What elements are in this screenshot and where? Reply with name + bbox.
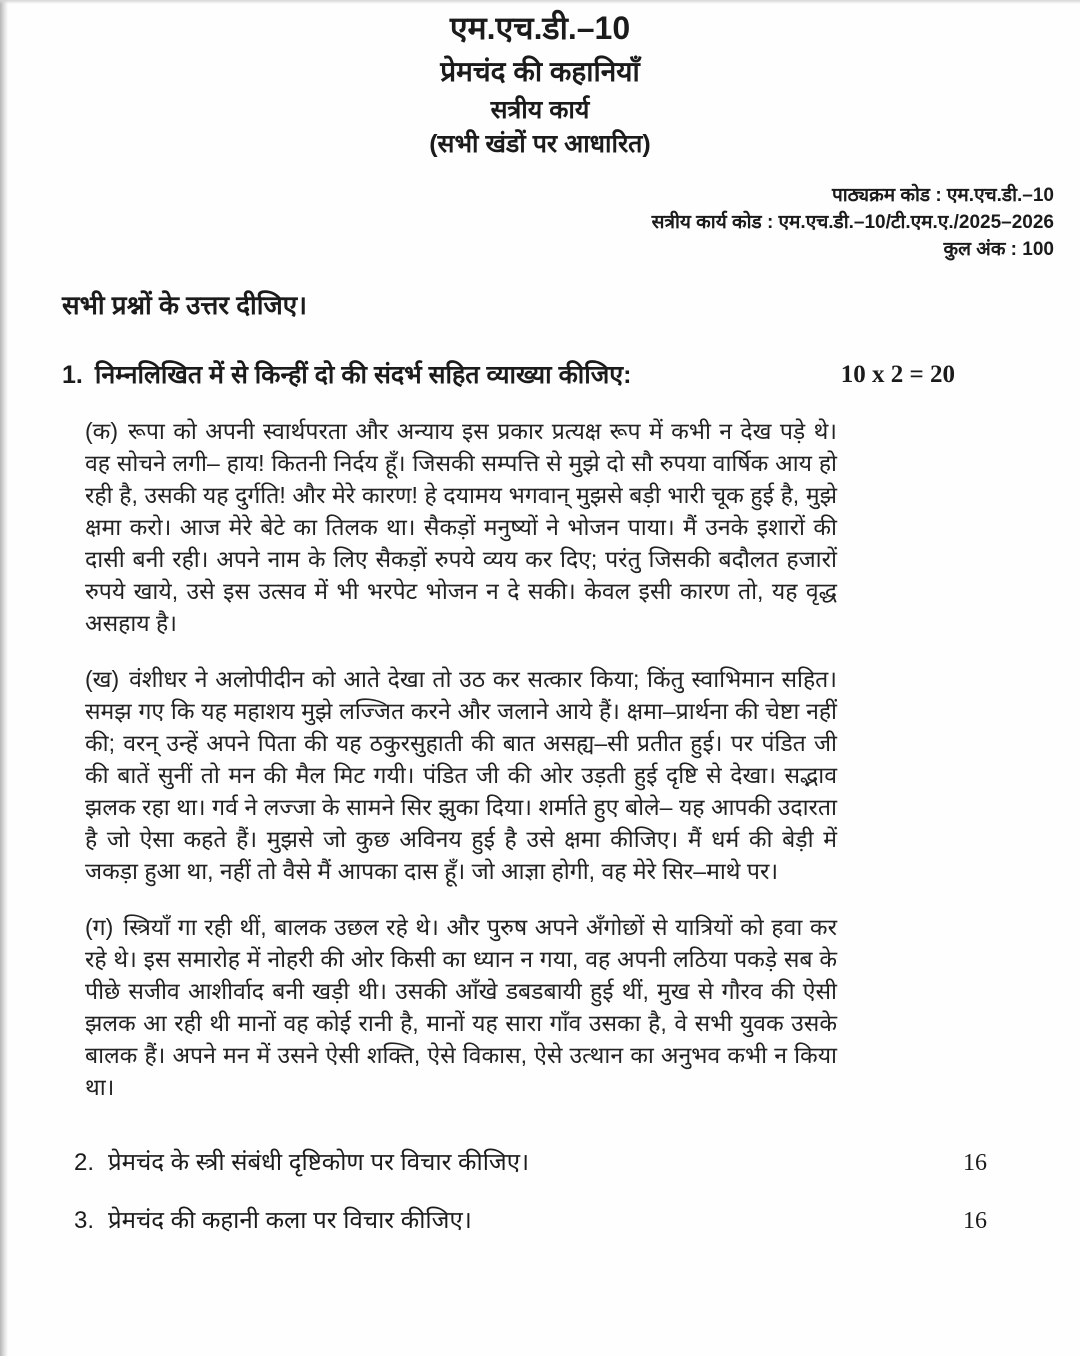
question-1-number: 1. <box>62 361 83 389</box>
question-2 <box>74 1147 1080 1179</box>
question-2-number: 2. <box>74 1149 95 1176</box>
assignment-code-line: सत्रीय कार्य कोड : एम.एच.डी.–10/टी.एम.ए./2025–2026 <box>651 212 1054 233</box>
total-marks-line: कुल अंक : 100 <box>943 239 1054 260</box>
question-1-text: निम्नलिखित में से किन्हीं दो की संदर्भ सहित व्याख्या कीजिए: <box>94 361 632 389</box>
course-main-title: प्रेमचंद की कहानियाँ <box>440 56 640 87</box>
question-1-part-kha <box>85 663 837 887</box>
based-on-note: (सभी खंडों पर आधारित) <box>429 130 651 158</box>
part-ka-label: (क) <box>85 418 118 444</box>
general-instruction: सभी प्रश्नों के उत्तर दीजिए। <box>62 290 308 320</box>
question-1-marks: 10 x 2 = 20 <box>840 361 955 388</box>
course-code-title: एम.एच.डी.–10 <box>449 10 631 46</box>
question-1 <box>62 359 1080 391</box>
question-2-marks: 16 <box>963 1150 987 1176</box>
scan-edge-left <box>0 0 8 1356</box>
assignment-type-title: सत्रीय कार्य <box>490 96 590 124</box>
document-header <box>0 0 1080 160</box>
question-1-part-ka <box>85 415 837 639</box>
question-3-marks: 16 <box>963 1208 987 1234</box>
course-code-line: पाठ्यक्रम कोड : एम.एच.डी.–10 <box>831 185 1054 206</box>
part-kha-text: वंशीधर ने अलोपीदीन को आते देखा तो उठ कर सत्कार किया; किंतु स्वाभिमान सहित। समझ गए कि यह महाशय मुझे लज्जित करने और जलाने आये हैं। क्षमा–प्रार्थना की चेष्टा नहीं की; वरन् उन्हें अपने पिता की यह ठकुरसुहाती की बात असह्य–सी प्रतीत हुई। पर पंडित जी की बातें सुनीं तो मन की मैल मिट गयी। पंडित जी की ओर उड़ती हुई दृष्टि से देखा। सद्भाव झलक रहा था। गर्व ने लज्जा के सामने सिर झुका दिया। शर्माते हुए बोले– यह आपकी उदारता है जो ऐसा कहते हैं। मुझसे जो कुछ अविनय हुई है उसे क्षमा कीजिए। मैं धर्म की बेड़ी में जकड़ा हुआ था, नहीं तो वैसे मैं आपका दास हूँ। जो आज्ञा होगी, वह मेरे सिर–माथे पर। <box>85 666 837 884</box>
question-1-part-ga <box>85 911 837 1103</box>
question-3-number: 3. <box>74 1207 95 1234</box>
question-2-text: प्रेमचंद के स्त्री संबंधी दृष्टिकोण पर विचार कीजिए। <box>108 1149 530 1176</box>
meta-block <box>0 182 1080 263</box>
part-ga-label: (ग) <box>85 914 114 940</box>
part-kha-label: (ख) <box>85 666 120 692</box>
question-3 <box>74 1205 1080 1237</box>
part-ga-text: स्त्रियाँ गा रही थीं, बालक उछल रहे थे। और पुरुष अपने अँगोछों से यात्रियों को हवा कर रहे थे। इस समारोह में नोहरी की ओर किसी का ध्यान न गया, वह अपनी लठिया पकड़े सब के पीछे सजीव आशीर्वाद बनी खड़ी थी। उसकी आँखे डबडबायी हुई थीं, मुख से गौरव की ऐसी झलक आ रही थी मानों वह कोई रानी है, मानों यह सारा गाँव उसका है, वे सभी युवक उसके बालक हैं। अपने मन में उसने ऐसी शक्ति, ऐसे विकास, ऐसे उत्थान का अनुभव कभी न किया था। <box>85 914 837 1100</box>
scan-edge-top <box>0 0 1080 4</box>
question-3-text: प्रेमचंद की कहानी कला पर विचार कीजिए। <box>108 1207 472 1234</box>
part-ka-text: रूपा को अपनी स्वार्थपरता और अन्याय इस प्रकार प्रत्यक्ष रूप में कभी न देख पड़े थे। वह सोचने लगी– हाय! कितनी निर्दय हूँ। जिसकी सम्पत्ति से मुझे दो सौ रुपया वार्षिक आय हो रही है, उसकी यह दुर्गति! और मेरे कारण! हे दयामय भगवान् मुझसे बड़ी भारी चूक हुई है, मुझे क्षमा करो। आज मेरे बेटे का तिलक था। सैकड़ों मनुष्यों ने भोजन पाया। मैं उनके इशारों की दासी बनी रही। अपने नाम के लिए सैकड़ों रुपये व्यय कर दिए; परंतु जिसकी बदौलत हजारों रुपये खाये, उसे इस उत्सव में भी भरपेट भोजन न दे सकी। केवल इसी कारण तो, यह वृद्ध असहाय है। <box>85 418 837 636</box>
